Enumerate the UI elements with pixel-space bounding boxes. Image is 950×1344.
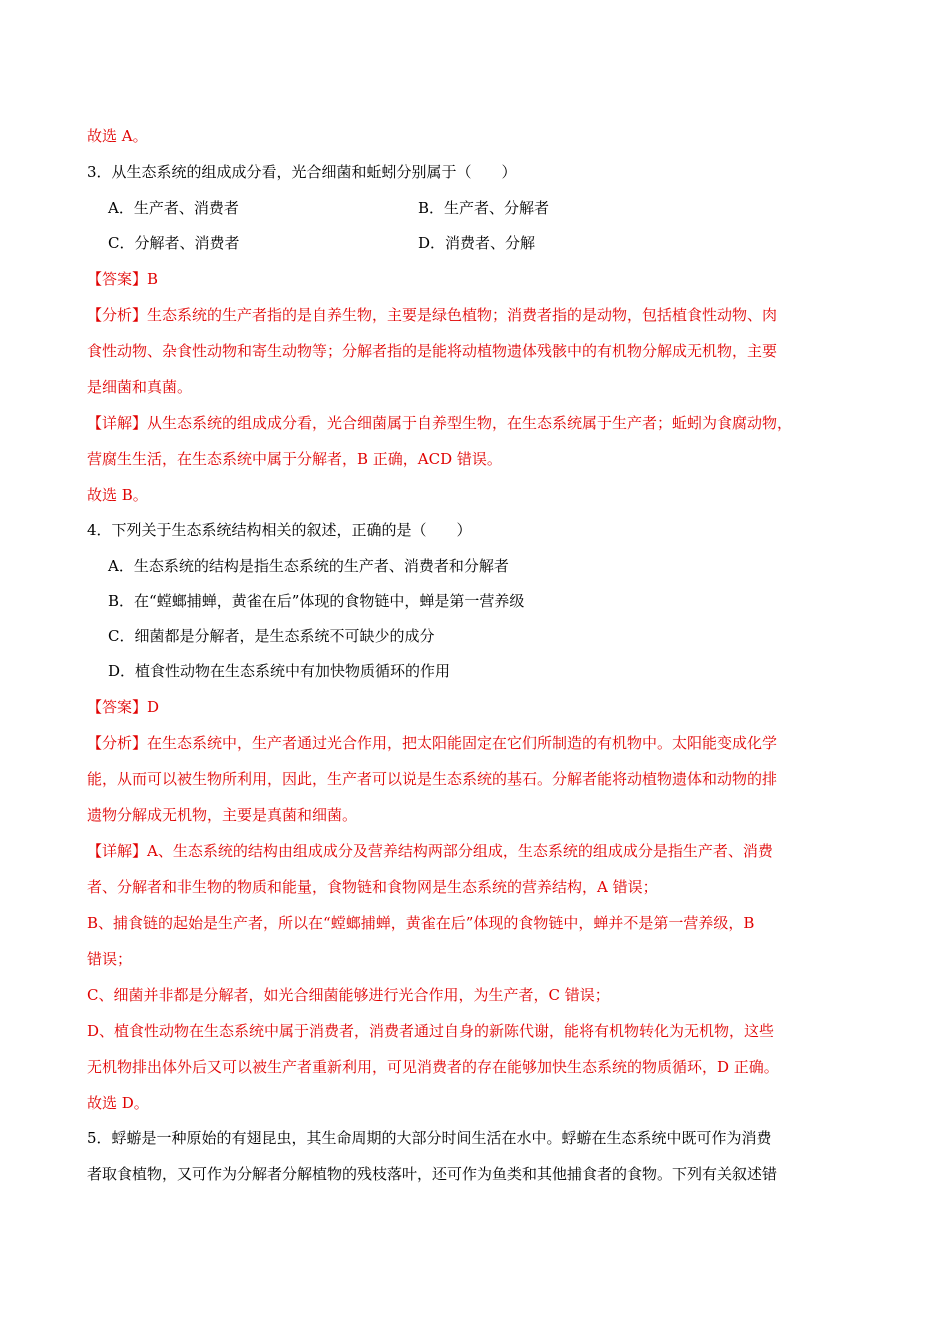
q3-stem: 3．从生态系统的组成成分看，光合细菌和蚯蚓分别属于（ ） [87,163,517,181]
q3-conclusion: 故选 B。 [87,486,148,504]
q4-detail-line: 无机物排出体外后又可以被生产者重新利用，可见消费者的存在能够加快生态系统的物质循环，D 正确。 [87,1058,779,1076]
q4-conclusion: 故选 D。 [87,1094,149,1112]
q4-option-b: B．在“螳螂捕蝉，黄雀在后”体现的食物链中，蝉是第一营养级 [108,592,525,610]
q4-detail-line: 错误； [87,950,133,968]
q4-detail-line: 【详解】A、生态系统的结构由组成成分及营养结构两部分组成，生态系统的组成成分是指生产者、消费 [87,842,773,860]
q3-detail-line: 营腐生生活，在生态系统中属于分解者，B 正确，ACD 错误。 [87,450,502,468]
q3-analysis-line: 食性动物、杂食性动物和寄生动物等；分解者指的是能将动植物遗体残骸中的有机物分解成无机物，主要 [87,342,778,360]
q3-option-d: D．消费者、分解 [418,234,536,252]
q4-detail-line: 者、分解者和非生物的物质和能量，食物链和食物网是生态系统的营养结构，A 错误； [87,878,658,896]
q3-option-a: A．生产者、消费者 [108,199,239,217]
q4-detail-line: B、捕食链的起始是生产者，所以在“螳螂捕蝉，黄雀在后”体现的食物链中，蝉并不是第一营养级，B [87,914,755,932]
q4-analysis-line: 能，从而可以被生物所利用，因此，生产者可以说是生态系统的基石。分解者能将动植物遗体和动物的排 [87,770,778,788]
q4-stem: 4．下列关于生态系统结构相关的叙述，正确的是（ ） [87,521,472,539]
q2-conclusion: 故选 A。 [87,127,148,145]
q4-option-d: D．植食性动物在生态系统中有加快物质循环的作用 [108,662,451,680]
q4-option-c: C．细菌都是分解者，是生态系统不可缺少的成分 [108,627,435,645]
q4-analysis-line: 【分析】在生态系统中，生产者通过光合作用，把太阳能固定在它们所制造的有机物中。太阳能变成化学 [87,734,778,752]
q3-option-b: B．生产者、分解者 [418,199,550,217]
q4-detail-line: C、细菌并非都是分解者，如光合细菌能够进行光合作用，为生产者，C 错误； [87,986,610,1004]
q3-analysis-line: 【分析】生态系统的生产者指的是自养生物，主要是绿色植物；消费者指的是动物，包括植食性动物、肉 [87,306,778,324]
q3-answer: 【答案】B [87,270,159,288]
q3-detail-line: 【详解】从生态系统的组成成分看，光合细菌属于自养型生物，在生态系统属于生产者；蚯蚓为食腐动物， [87,414,793,432]
q4-detail-line: D、植食性动物在生态系统中属于消费者，消费者通过自身的新陈代谢，能将有机物转化为无机物，这些 [87,1022,775,1040]
q5-stem-line: 者取食植物，又可作为分解者分解植物的残枝落叶，还可作为鱼类和其他捕食者的食物。下列有关叙述错 [87,1165,778,1183]
q4-answer: 【答案】D [87,698,160,716]
q3-analysis-line: 是细菌和真菌。 [87,378,193,396]
q4-analysis-line: 遗物分解成无机物，主要是真菌和细菌。 [87,806,358,824]
q3-option-c: C．分解者、消费者 [108,234,240,252]
q4-option-a: A．生态系统的结构是指生态系统的生产者、消费者和分解者 [108,557,509,575]
q5-stem-line: 5．蜉蝣是一种原始的有翅昆虫，其生命周期的大部分时间生活在水中。蜉蝣在生态系统中既可作为消费 [87,1129,772,1147]
